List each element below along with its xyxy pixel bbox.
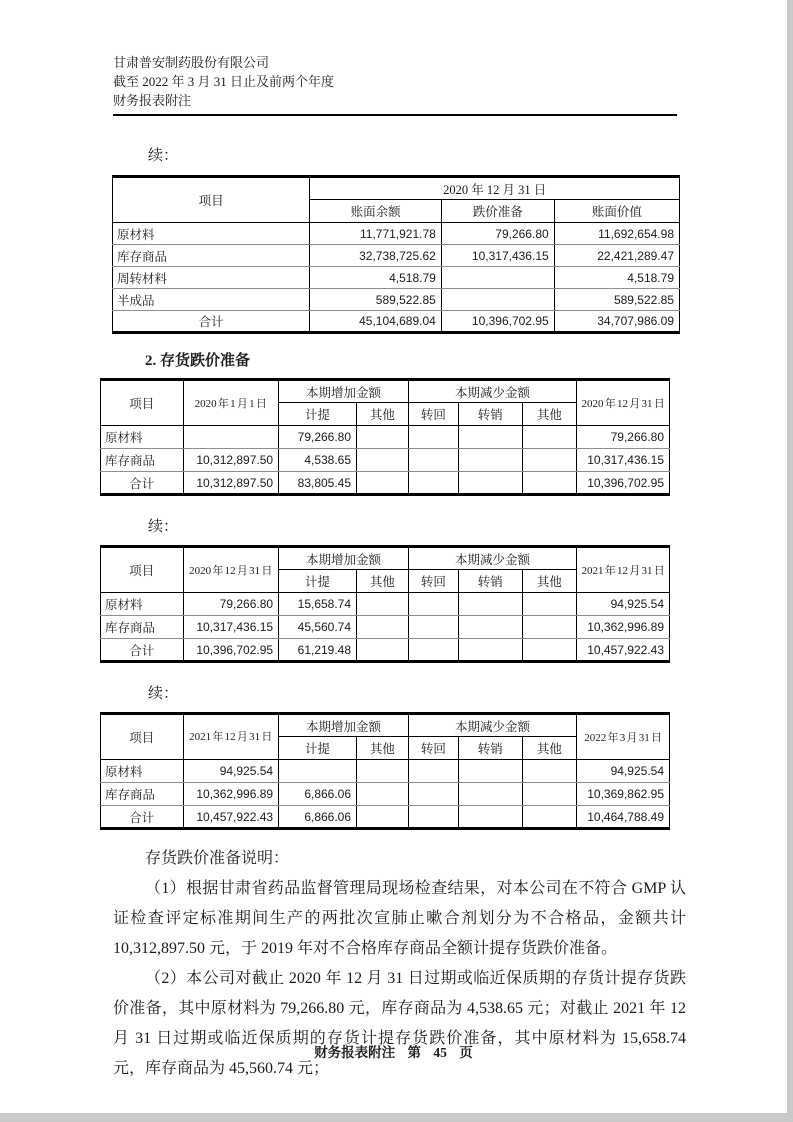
cell-reversal (408, 449, 458, 472)
column-header-decrease-group: 本期减少金额 (408, 547, 576, 570)
notes-intro: 存货跌价准备说明： (145, 850, 290, 867)
cell-item: 库存商品 (101, 449, 184, 472)
column-header-end-date: 2020 年 12 月 31 日 (577, 380, 670, 426)
column-header-date-group: 2020 年 12 月 31 日 (310, 177, 680, 200)
cell-accrual: 61,219.48 (279, 639, 357, 662)
cell-other-dec (522, 639, 577, 662)
cell-other-inc (357, 472, 409, 495)
column-header-carrying: 账面价值 (554, 200, 679, 223)
cell-accrual: 6,866.06 (279, 806, 357, 829)
cell-end: 10,457,922.43 (577, 639, 670, 662)
cell-begin: 10,362,996.89 (183, 783, 279, 806)
cell-begin: 10,396,702.95 (183, 639, 279, 662)
table-row (113, 289, 680, 311)
column-header-increase-group: 本期增加金额 (279, 714, 409, 737)
cell-other-dec (522, 472, 577, 495)
table-row (113, 267, 680, 289)
cell-balance: 11,771,921.78 (310, 223, 442, 245)
cell-other-inc (357, 449, 409, 472)
column-header-other-dec: 其他 (522, 570, 577, 593)
cell-provision (441, 289, 554, 311)
cell-write-off (458, 593, 522, 616)
table-row (101, 616, 670, 639)
cell-accrual: 4,538.65 (279, 449, 357, 472)
cell-provision (441, 267, 554, 289)
cell-reversal (408, 593, 458, 616)
column-header-accrual: 计提 (279, 403, 357, 426)
column-header-end-date: 2022 年 3 月 31 日 (577, 714, 670, 760)
cell-reversal (408, 639, 458, 662)
table-row (101, 783, 670, 806)
column-header-accrual: 计提 (279, 737, 357, 760)
cell-end: 10,464,788.49 (577, 806, 670, 829)
table-header-row (101, 714, 670, 737)
cell-item: 库存商品 (113, 245, 310, 267)
cell-end: 79,266.80 (577, 426, 670, 449)
cell-other-inc (357, 760, 409, 783)
cell-other-inc (357, 806, 409, 829)
table-row (101, 760, 670, 783)
column-header-item: 项目 (101, 380, 184, 426)
cell-other-dec (522, 760, 577, 783)
cell-other-dec (522, 616, 577, 639)
document-header (113, 53, 677, 116)
column-header-item: 项目 (101, 547, 184, 593)
cell-accrual: 79,266.80 (279, 426, 357, 449)
cell-begin: 79,266.80 (183, 593, 279, 616)
cell-accrual: 83,805.45 (279, 472, 357, 495)
provision-table-2022q1 (100, 712, 670, 830)
cell-end: 10,317,436.15 (577, 449, 670, 472)
cell-accrual: 6,866.06 (279, 783, 357, 806)
cell-reversal (408, 806, 458, 829)
cell-reversal (408, 783, 458, 806)
cell-accrual (279, 760, 357, 783)
continuation-label-1: 续： (148, 148, 179, 164)
cell-carrying: 22,421,289.47 (554, 245, 679, 267)
column-header-end-date: 2021 年 12 月 31 日 (577, 547, 670, 593)
cell-write-off (458, 616, 522, 639)
cell-reversal (408, 426, 458, 449)
cell-total-label: 合计 (101, 806, 184, 829)
inventory-balance-table-2020 (112, 175, 680, 334)
cell-total-label: 合计 (101, 472, 184, 495)
cell-end: 10,369,862.95 (577, 783, 670, 806)
cell-begin: 10,457,922.43 (183, 806, 279, 829)
cell-begin: 10,317,436.15 (183, 616, 279, 639)
table-header-row (101, 547, 670, 570)
column-header-begin-date: 2021 年 12 月 31 日 (183, 714, 279, 760)
cell-write-off (458, 783, 522, 806)
column-header-decrease-group: 本期减少金额 (408, 714, 576, 737)
cell-end: 10,396,702.95 (577, 472, 670, 495)
column-header-increase-group: 本期增加金额 (279, 380, 409, 403)
column-header-item: 项目 (101, 714, 184, 760)
cell-total-label: 合计 (101, 639, 184, 662)
column-header-reversal: 转回 (408, 737, 458, 760)
cell-other-inc (357, 426, 409, 449)
table-row (113, 245, 680, 267)
cell-item: 库存商品 (101, 616, 184, 639)
table-row (101, 426, 670, 449)
cell-balance: 589,522.85 (310, 289, 442, 311)
cell-item: 原材料 (101, 426, 184, 449)
section-heading: 2. 存货跌价准备 (145, 353, 251, 369)
cell-reversal (408, 472, 458, 495)
cell-end: 94,925.54 (577, 760, 670, 783)
notes-paragraph-2: （2）本公司对截止 2020 年 12 月 31 日过期或临近保质期的存货计提存货跌价准备，其中原材料为 79,266.80 元，库存商品为 4,538.65 元；对截止 2021 年 12 月 31 日过期或临近保质期的存货计提存货跌价准备，其中原材料为 15,658.74 元，库存商品为 45,560.74 元； (113, 970, 686, 1077)
cell-provision: 10,317,436.15 (441, 245, 554, 267)
table-total-row (101, 806, 670, 829)
cell-item: 半成品 (113, 289, 310, 311)
column-header-write-off: 转销 (458, 737, 522, 760)
column-header-begin-date: 2020 年 12 月 31 日 (183, 547, 279, 593)
column-header-reversal: 转回 (408, 403, 458, 426)
notes-paragraph-1: （1）根据甘肃省药品监督管理局现场检查结果，对本公司在不符合 GMP 认证检查评定标准期间生产的两批次宣肺止嗽合剂划分为不合格品，金额共计 10,312,897.50 元，于 2019 年对不合格库存商品全额计提存货跌价准备。 (113, 880, 686, 957)
cell-other-dec (522, 593, 577, 616)
cell-other-dec (522, 806, 577, 829)
cell-balance: 4,518.79 (310, 267, 442, 289)
cell-other-inc (357, 783, 409, 806)
cell-reversal (408, 616, 458, 639)
table-total-row (101, 472, 670, 495)
cell-write-off (458, 449, 522, 472)
table-total-row (101, 639, 670, 662)
column-header-other-dec: 其他 (522, 403, 577, 426)
column-header-provision: 跌价准备 (441, 200, 554, 223)
cell-item: 原材料 (113, 223, 310, 245)
column-header-item: 项目 (113, 177, 310, 223)
cell-begin (183, 426, 279, 449)
cell-write-off (458, 806, 522, 829)
cell-provision: 10,396,702.95 (441, 311, 554, 333)
cell-item: 周转材料 (113, 267, 310, 289)
column-header-other-inc: 其他 (357, 570, 409, 593)
table-row (101, 449, 670, 472)
column-header-balance: 账面余额 (310, 200, 442, 223)
cell-other-dec (522, 426, 577, 449)
cell-end: 10,362,996.89 (577, 616, 670, 639)
cell-begin: 10,312,897.50 (183, 472, 279, 495)
cell-carrying: 34,707,986.09 (554, 311, 679, 333)
column-header-other-dec: 其他 (522, 737, 577, 760)
cell-begin: 94,925.54 (183, 760, 279, 783)
continuation-label-3: 续： (148, 686, 179, 702)
cell-other-inc (357, 593, 409, 616)
column-header-begin-date: 2020 年 1 月 1 日 (183, 380, 279, 426)
cell-write-off (458, 760, 522, 783)
cell-accrual: 45,560.74 (279, 616, 357, 639)
cell-other-dec (522, 449, 577, 472)
cell-item: 库存商品 (101, 783, 184, 806)
column-header-accrual: 计提 (279, 570, 357, 593)
column-header-increase-group: 本期增加金额 (279, 547, 409, 570)
cell-carrying: 11,692,654.98 (554, 223, 679, 245)
cell-carrying: 589,522.85 (554, 289, 679, 311)
cell-accrual: 15,658.74 (279, 593, 357, 616)
cell-item: 原材料 (101, 593, 184, 616)
cell-provision: 79,266.80 (441, 223, 554, 245)
provision-table-2020 (100, 378, 670, 496)
column-header-reversal: 转回 (408, 570, 458, 593)
cell-other-dec (522, 783, 577, 806)
column-header-write-off: 转销 (458, 403, 522, 426)
period-line: 截至 2022 年 3 月 31 日止及前两个年度 (113, 74, 335, 89)
column-header-write-off: 转销 (458, 570, 522, 593)
table-row (113, 223, 680, 245)
cell-balance: 32,738,725.62 (310, 245, 442, 267)
cell-balance: 45,104,689.04 (310, 311, 442, 333)
cell-total-label: 合计 (113, 311, 310, 333)
cell-reversal (408, 760, 458, 783)
cell-other-inc (357, 639, 409, 662)
column-header-other-inc: 其他 (357, 737, 409, 760)
continuation-label-2: 续： (148, 519, 179, 535)
table-header-row (101, 380, 670, 403)
cell-begin: 10,312,897.50 (183, 449, 279, 472)
cell-item: 原材料 (101, 760, 184, 783)
doc-title: 财务报表附注 (113, 93, 192, 108)
table-total-row (113, 311, 680, 333)
cell-other-inc (357, 616, 409, 639)
column-header-other-inc: 其他 (357, 403, 409, 426)
column-header-decrease-group: 本期减少金额 (408, 380, 576, 403)
provision-table-2021 (100, 545, 670, 663)
table-row (101, 593, 670, 616)
company-name: 甘肃普安制药股份有限公司 (113, 55, 270, 70)
cell-carrying: 4,518.79 (554, 267, 679, 289)
cell-write-off (458, 639, 522, 662)
cell-end: 94,925.54 (577, 593, 670, 616)
table-header-row (113, 177, 680, 200)
cell-write-off (458, 472, 522, 495)
page-footer: 财务报表附注 第 45 页 (314, 1045, 473, 1060)
cell-write-off (458, 426, 522, 449)
